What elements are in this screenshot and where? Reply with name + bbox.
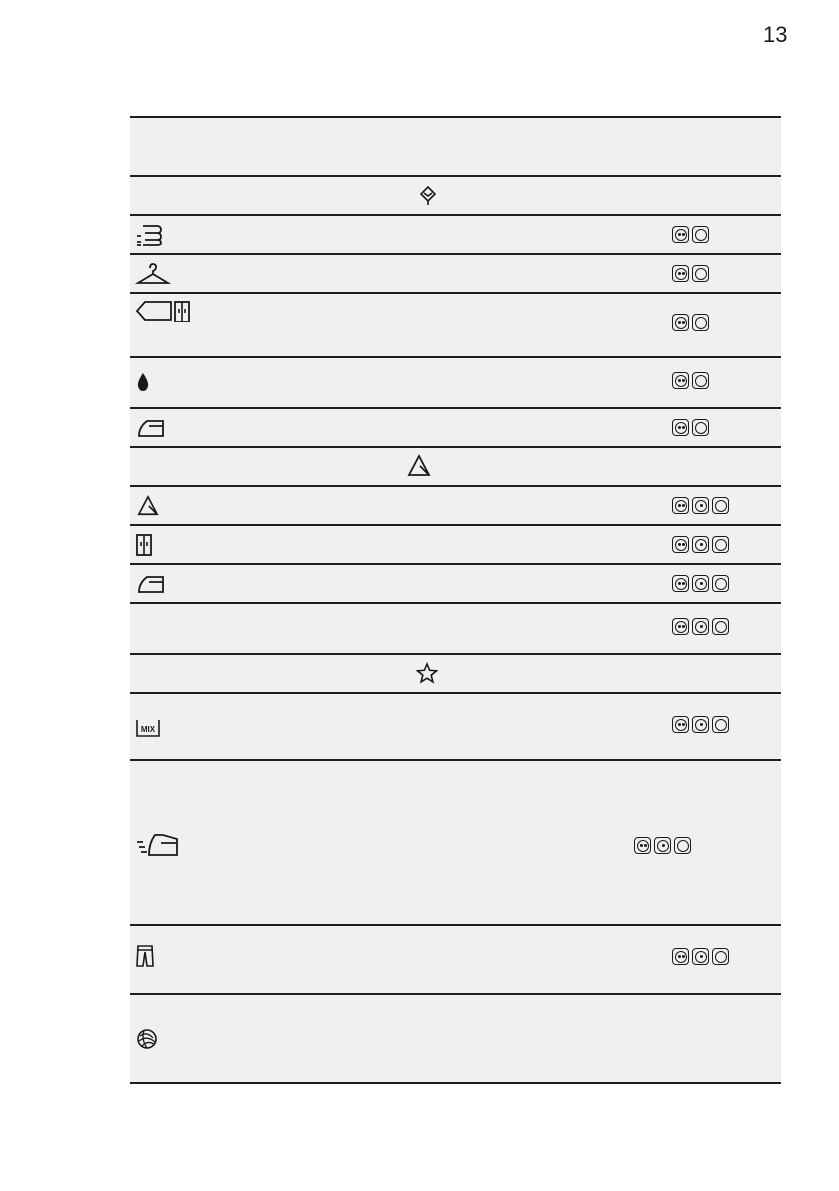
label-wardrobe-icon [135,300,191,322]
dryness-indicator [672,716,729,733]
table-row [130,253,781,292]
hanger-icon [135,261,171,287]
dryness-indicator [672,314,709,331]
table-row [130,759,781,924]
wool-icon [135,1027,159,1051]
mix-icon [135,718,161,738]
section-header-star [130,653,781,692]
table-row [130,692,781,759]
svg-text:MIX: MIX [140,725,156,734]
iron-icon [135,573,165,593]
table-row [130,214,781,253]
iron-icon [135,417,165,437]
table-row [130,292,781,356]
table-row [130,993,781,1080]
dryness-indicator [672,226,709,243]
water-drop-icon [135,372,151,392]
dryness-indicator [672,372,709,389]
table-row [130,524,781,563]
dryness-indicator [634,837,691,854]
section-header-eco [130,175,781,214]
jeans-icon [135,944,155,968]
table-header-row [130,118,781,175]
eco-leaf-icon [418,184,438,206]
steam-iron-icon [135,833,179,857]
dryness-indicator [672,265,709,282]
table-row [130,485,781,524]
section-header-easy-iron [130,446,781,485]
star-icon [416,662,438,684]
dryness-level-2-icon [672,226,689,243]
dryness-level-0-icon [692,226,709,243]
table-row [130,924,781,993]
table-row [130,356,781,407]
dryness-indicator [672,575,729,592]
dryness-indicator [672,419,709,436]
page-number: 13 [763,22,788,47]
programme-table [130,116,781,1084]
table-row [130,563,781,602]
wardrobe-icon [135,534,153,556]
easy-iron-icon [407,454,431,478]
dryness-indicator [672,497,729,514]
table-row [130,602,781,653]
towel-stack-icon [135,224,163,246]
dryness-indicator [672,948,729,965]
dryness-indicator [672,536,729,553]
easy-iron-icon [135,495,161,517]
dryness-indicator [672,618,729,635]
table-row [130,407,781,446]
